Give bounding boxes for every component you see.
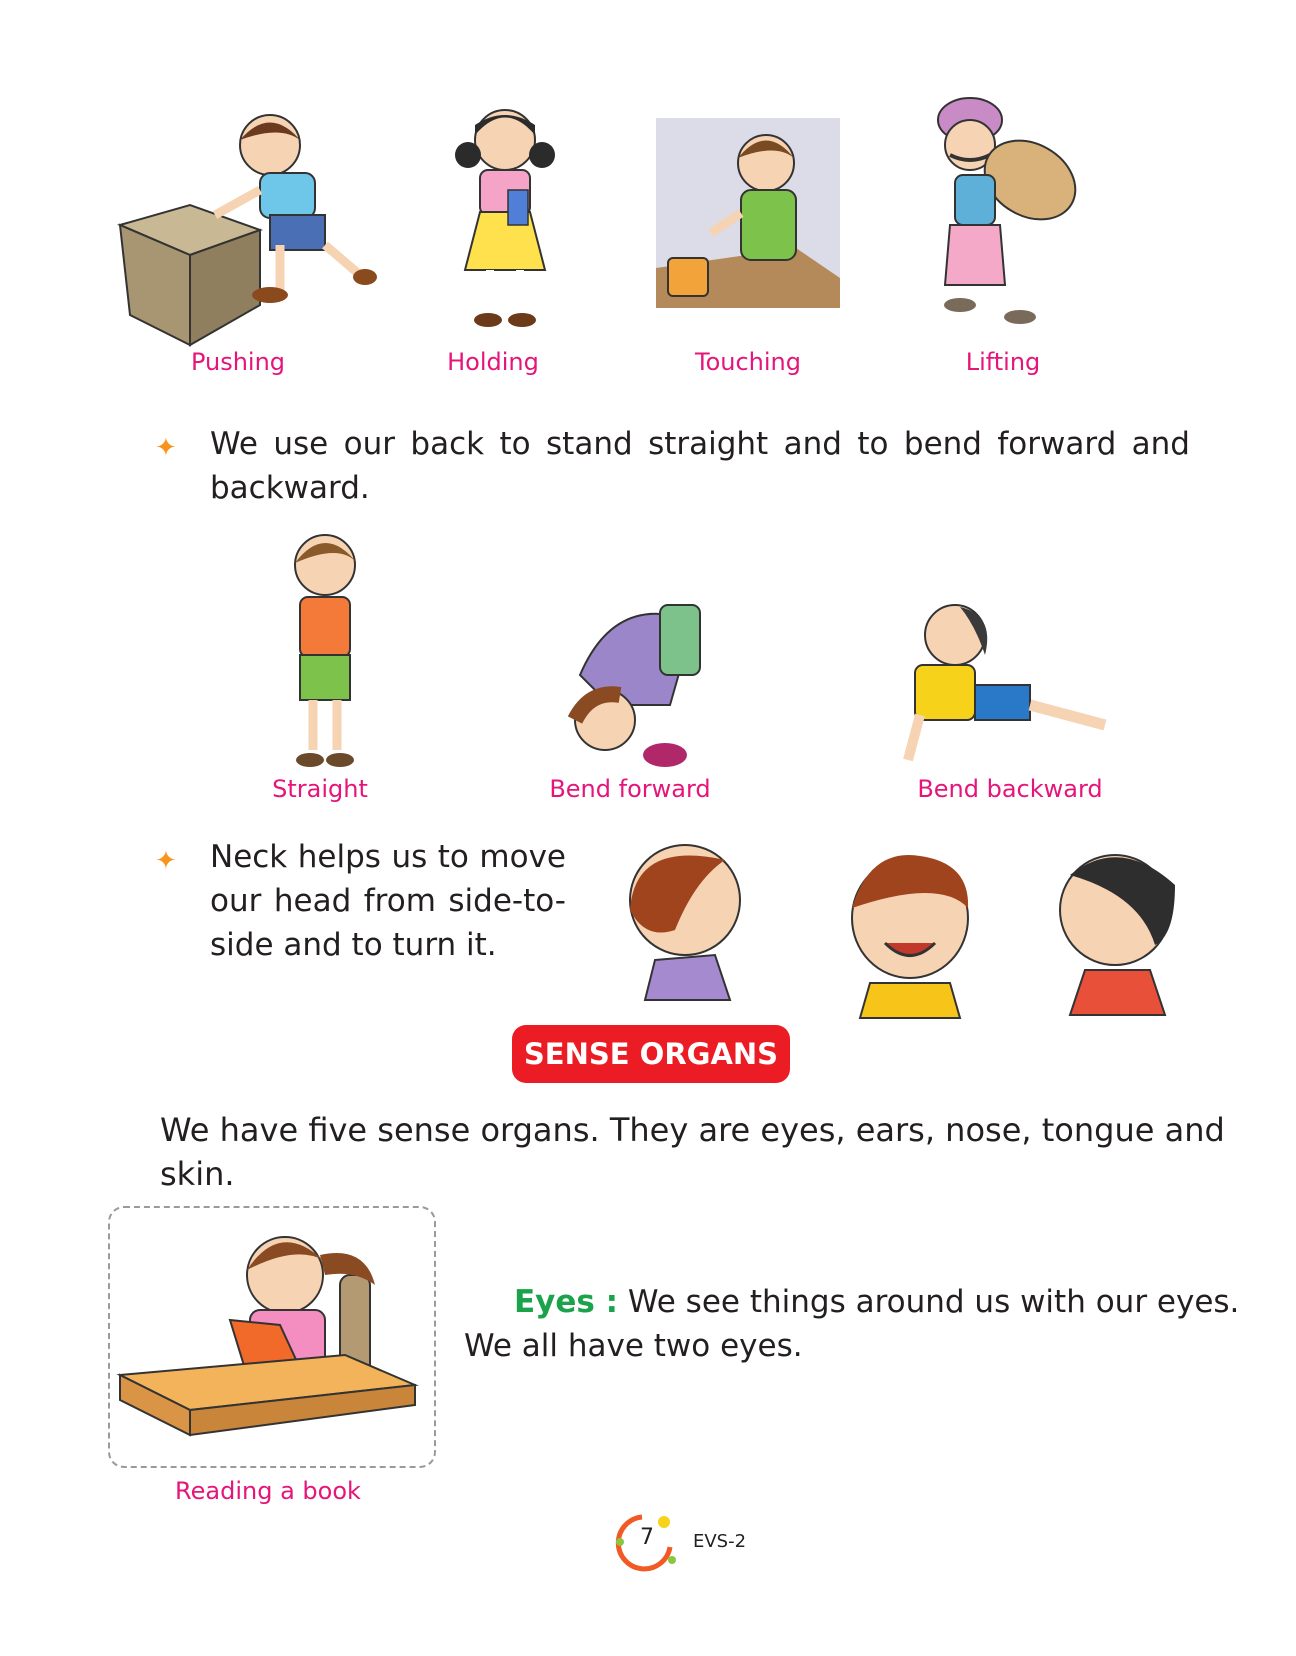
reading-girl-illustration [115, 1215, 425, 1445]
eyes-paragraph-line-2: We all have two eyes. [464, 1328, 803, 1364]
neck-line-1: Neck helps us to move [210, 839, 566, 875]
sense-organs-intro: We have five sense organs. They are eyes, ears, nose, tongue and skin. [160, 1111, 1225, 1193]
page-number: 7 [640, 1525, 654, 1550]
bullet-star-icon: ✦ [155, 845, 177, 875]
caption-lifting: Lifting [965, 348, 1041, 376]
head-side-left-illustration [615, 840, 755, 1000]
eyes-label: Eyes : [514, 1284, 619, 1320]
back-line-1: We use our back to stand straight and to bend forward and [210, 426, 1190, 462]
back-line-2: backward. [210, 470, 370, 506]
caption-bend-backward: Bend backward [917, 775, 1103, 803]
head-side-right-illustration [1050, 845, 1190, 1015]
bullet-star-icon: ✦ [155, 432, 177, 462]
sense-organs-heading: SENSE ORGANS [512, 1025, 790, 1083]
pushing-boy-illustration [110, 105, 380, 345]
caption-reading-a-book: Reading a book [175, 1477, 361, 1505]
caption-bend-forward: Bend forward [549, 775, 711, 803]
bend-forward-boy-illustration [550, 595, 710, 780]
neck-line-3: side and to turn it. [210, 927, 497, 963]
neck-line-2: our head from side-to- [210, 883, 566, 919]
eyes-paragraph-line-1 [464, 1280, 1239, 1324]
head-front-smiling-illustration [840, 848, 980, 1018]
caption-touching: Touching [695, 348, 801, 376]
caption-holding: Holding [447, 348, 539, 376]
lifting-man-illustration [930, 95, 1080, 330]
caption-pushing: Pushing [190, 348, 286, 376]
straight-boy-illustration [285, 525, 365, 775]
eyes-text-1: We see things around us with our eyes. [618, 1284, 1240, 1320]
bend-backward-boy-illustration [890, 595, 1120, 780]
book-code: EVS-2 [693, 1531, 747, 1552]
caption-straight: Straight [272, 775, 368, 803]
touching-boy-illustration [656, 118, 840, 308]
holding-girl-illustration [450, 100, 560, 340]
